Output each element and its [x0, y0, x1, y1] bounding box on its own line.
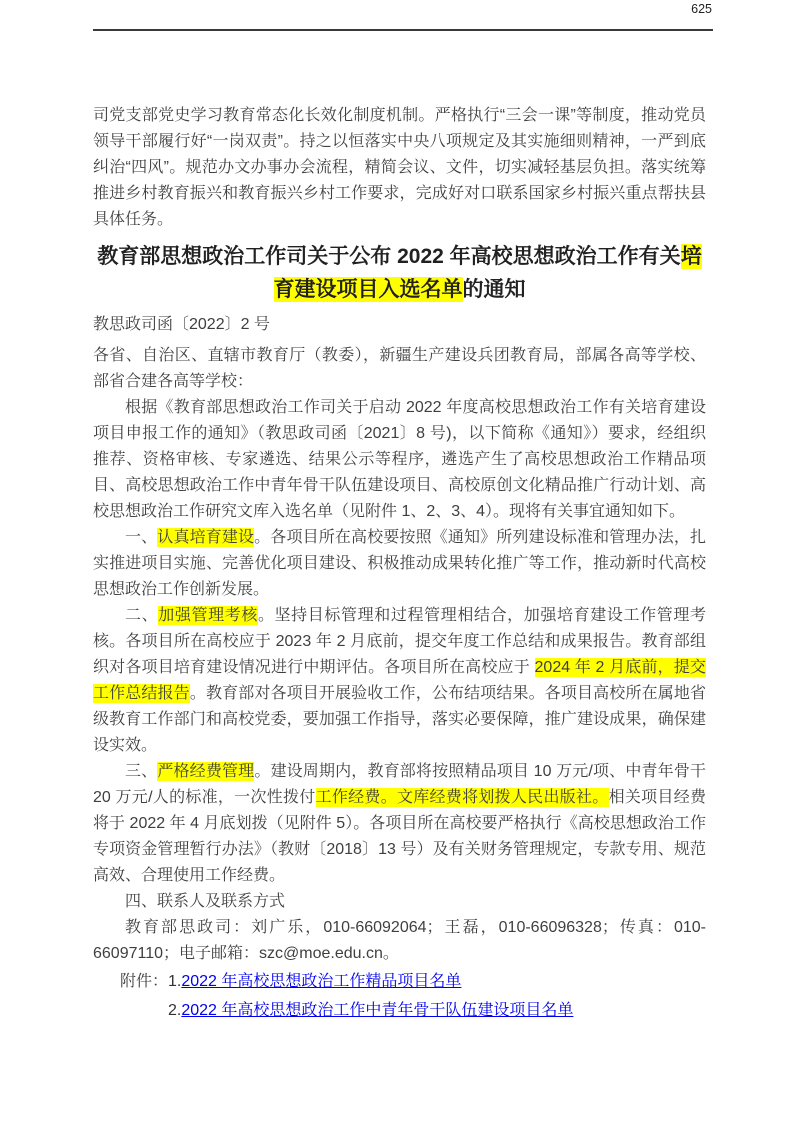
text-segment: 二、 — [125, 607, 159, 624]
intro-paragraph: 司党支部党史学习教育常态化长效化制度机制。严格执行“三会一课”等制度，推动党员领导干部履行好“一岗双责”。持之以恒落实中央八项规定及其实施细则精神，一严到底纠治“四风”。规范办文办事办会流程，精简会议、文件，切实减轻基层负担。落实统筹推进乡村教育振兴和教育振兴乡村工作要求，完成好对口联系国家乡村振兴重点帮扶县具体任务。 — [93, 107, 706, 228]
salutation: 各省、自治区、直辖市教育厅（教委），新疆生产建设兵团教育局，部属各高等学校、部省合建各高等学校： — [93, 347, 706, 390]
highlighted-text: 培育建设项目入选名单 — [273, 245, 702, 301]
header-rule — [93, 29, 713, 31]
highlighted-text: 工作经费。文库经费将划拨人民出版社。 — [315, 789, 609, 806]
attachment-number: 1. — [168, 973, 182, 990]
text-segment: 。坚持目标管理和过程管理相结合，加强培育建设工作管理考核。各项目所在高校应于 2023 年 2 月底前，提交年度工作总结和成果报告。教育部组织对各项目培育建设情况进行中期评估。各项目所在高校应于 — [93, 607, 706, 676]
highlighted-text: 严格经费管理 — [157, 763, 255, 780]
text-segment: 一、 — [125, 529, 158, 546]
attachment-item — [168, 996, 573, 1025]
page-number: 625 — [691, 2, 712, 16]
highlighted-text: 加强管理考核 — [158, 607, 258, 624]
text-segment: 教育部思想政治工作司关于公布 2022 年高校思想政治工作有关 — [97, 245, 681, 268]
attachment-link[interactable]: 2022 年高校思想政治工作中青年骨干队伍建设项目名单 — [181, 1002, 574, 1019]
attachments-list — [168, 967, 573, 1025]
body-paragraph — [93, 525, 706, 603]
body-paragraph — [93, 395, 706, 525]
text-segment: 。教育部对各项目开展验收工作，公布结项结果。各项目高校所在属地省级教育工作部门和高校党委，要加强工作指导，落实必要保障，推广建设成果，确保建设实效。 — [93, 685, 706, 754]
body-paragraphs — [93, 395, 706, 967]
text-segment: 三、 — [125, 763, 158, 780]
body-paragraph — [93, 603, 706, 759]
text-segment: 根据《教育部思想政治工作司关于启动 2022 年度高校思想政治工作有关培育建设项目申报工作的通知》（教思政司函〔2021〕8 号)，以下简称《通知》）要求，经组织推荐、资格审核、专家遴选、结果公示等程序，遴选产生了高校思想政治工作精品项目、高校思想政治工作中青年骨干队伍建设项目、高校原创文化精品推广行动计划、高校思想政治工作研究文库入选名单（见附件 1、2、3、4）。现将有关事宜通知如下。 — [93, 399, 706, 520]
text-segment: 的通知 — [462, 278, 526, 301]
text-segment: 教育部思政司：刘广乐，010-66092064；王磊，010-66096328；传真：010-66097110；电子邮箱：szc@moe.edu.cn。 — [93, 919, 706, 962]
attachment-number: 2. — [168, 1002, 182, 1019]
body-paragraph — [93, 915, 706, 967]
text-segment: 。建设周期内，教育部将按照精品项目 10 万元/项、中青年骨干 20 万元/人的标准，一次性拨付 — [93, 763, 706, 806]
attachment-link[interactable]: 2022 年高校思想政治工作精品项目名单 — [181, 973, 462, 990]
document-content — [93, 103, 706, 1025]
highlighted-text: 2024 年 2 月底前，提交工作总结报告 — [93, 659, 706, 702]
document-title — [93, 240, 706, 306]
document-number: 教思政司函〔2022〕2 号 — [93, 316, 270, 333]
body-paragraph — [93, 759, 706, 889]
text-segment: 相关项目经费将于 2022 年 4 月底划拨（见附件 5）。各项目所在高校要严格执行《高校思想政治工作专项资金管理暂行办法》（教财〔2018〕13 号）及有关财务管理规定，专款专用、规范高效、合理使用工作经费。 — [93, 789, 706, 884]
attachments-label: 附件： — [120, 973, 169, 990]
text-segment: 四、联系人及联系方式 — [125, 893, 286, 910]
text-segment: 。各项目所在高校要按照《通知》所列建设标准和管理办法，扎实推进项目实施、完善优化项目建设、积极推动成果转化推广等工作，推动新时代高校思想政治工作创新发展。 — [93, 529, 706, 598]
attachment-item — [168, 967, 573, 996]
body-paragraph — [93, 889, 706, 915]
attachments-block — [120, 967, 706, 1025]
highlighted-text: 认真培育建设 — [157, 529, 255, 546]
